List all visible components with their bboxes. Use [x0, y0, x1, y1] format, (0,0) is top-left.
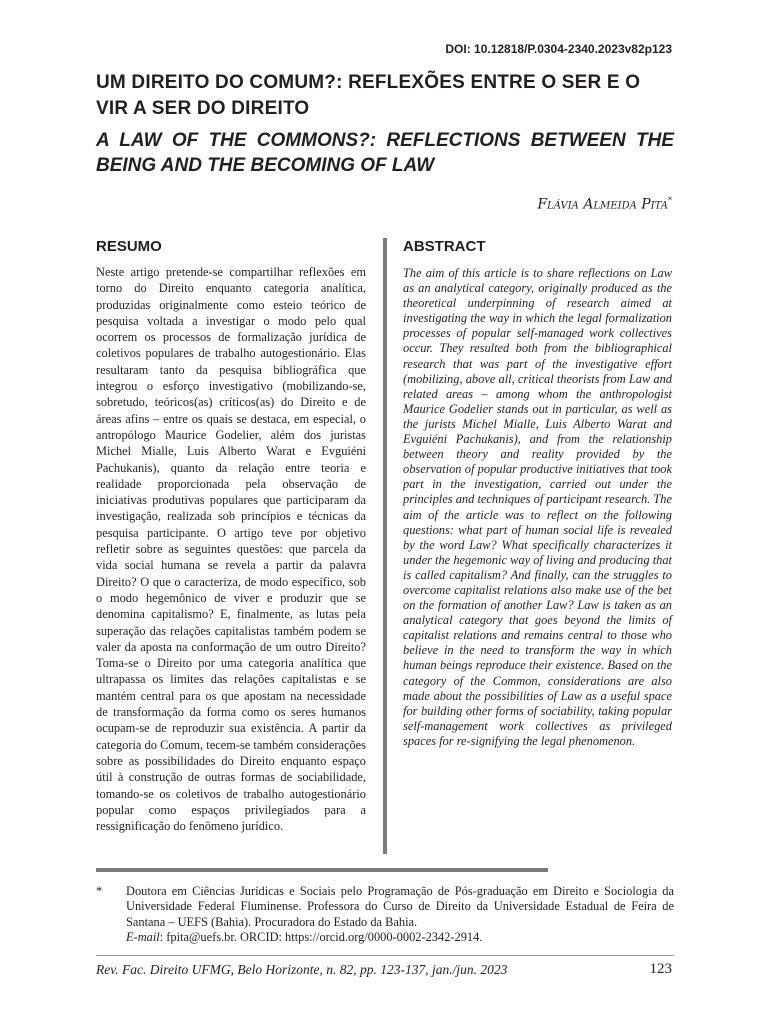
footnote-body	[126, 884, 674, 946]
title-portuguese: UM DIREITO DO COMUM?: REFLEXÕES ENTRE O SER E O VIR A SER DO DIREITO	[96, 72, 641, 119]
footnote-email-label: E-mail	[126, 930, 160, 945]
footer-rule	[96, 955, 674, 956]
footnote-text: Doutora em Ciências Jurídicas e Sociais pelo Programação de Pós-graduação em Direito e Sociologia da Universidade Federal Fluminense. Professora do Curso de Direito da Universidade Estadual de Feira de Santana – UEFS (Bahia). Procuradora do Estado da Bahia.	[126, 884, 674, 929]
author-line	[537, 196, 672, 213]
resumo-text: Neste artigo pretende-se compartilhar reflexões em torno do Direito enquanto categoria analítica, produzidas originalmente como esteio teórico de pesquisa voltada a investigar o modo pelo qual ocorrem os processos de formalização jurídica de coletivos populares de trabalho autogestionário. Elas resultaram tanto da pesquisa bibliográfica que integrou o esforço investigativo (mobilizando-se, sobretudo, teóricos(as) críticos(as) do Direito e de áreas afins – entre os quais se destaca, em especial, o antropólogo Maurice Godelier, além dos juristas Michel Mialle, Luis Alberto Warat e Evguiéni Pachukanis), quanto da relação entre teoria e realidade proporcionada pela observação de iniciativas produtivas populares que participaram da investigação, realizada sob princípios e técnicas da pesquisa participante. O artigo teve por objetivo refletir sobre as seguintes questões: que parcela da vida social humana se revela a partir da palavra Direito? O que o caracteriza, de modo específico, sob o modo hegemônico de viver e produzir que se denomina capitalismo? E, finalmente, as lutas pela superação das relações capitalistas também podem se valer da aposta na conformação de um outro Direito? Toma-se o Direito por uma categoria analítica que ultrapassa os limites das relações capitalistas e se mantém central para os que apostam na necessidade de transformação da forma como os seres humanos ocupam-se de reproduzir sua existência. A partir da categoria do Comum, tecem-se também considerações sobre as possibilidades do Direito enquanto espaço útil à construção de outras formas de sociabilidade, tomando-se os coletivos de trabalho autogestionário popular como espaços privilegiados para a ressignificação do fenômeno jurídico.	[96, 265, 366, 834]
footnote	[96, 884, 674, 946]
title-english: A LAW OF THE COMMONS?: REFLECTIONS BETWEEN THE BEING AND THE BECOMING OF LAW	[96, 130, 674, 176]
page-number: 123	[649, 961, 672, 977]
author-footnote-mark[interactable]: *	[668, 196, 672, 205]
author-name: Flávia Almeida Pita	[537, 196, 668, 213]
footnote-contact[interactable]: : fpita@uefs.br. ORCID: https://orcid.org/0000-0002-2342-2914.	[159, 930, 483, 945]
footer-journal: Rev. Fac. Direito UFMG, Belo Horizonte, n. 82, pp. 123-137, jan./jun. 2023	[96, 962, 508, 977]
abstract-heading: ABSTRACT	[403, 238, 486, 255]
resumo-heading: RESUMO	[96, 238, 162, 255]
footnote-rule	[96, 868, 548, 872]
doi-line[interactable]: DOI: 10.12818/P.0304-2340.2023v82p123	[445, 42, 672, 56]
footnote-mark: *	[96, 884, 103, 898]
column-divider	[383, 238, 387, 854]
abstract-text: The aim of this article is to share reflections on Law as an analytical category, originally produced as the theoretical underpinning of research aimed at investigating the way in which the legal formalization processes of popular self-managed work collectives occur. They resulted both from the bibliographical research that was part of the investigative effort (mobilizing, above all, critical theorists from Law and related areas – among whom the anthropologist Maurice Godelier stands out in particular, as well as the jurists Michel Mialle, Luis Alberto Warat and Evguiéni Pachukanis), and from the relationship between theory and reality provided by the observation of popular productive initiatives that took part in the investigation, carried out under the principles and techniques of participant research. The aim of the article was to reflect on the following questions: what part of human social life is revealed by the word Law? What specifically characterizes it under the hegemonic way of living and producing that is called capitalism? And finally, can the struggles to overcome capitalist relations also make use of the bet on the formation of another Law? Law is taken as an analytical category that goes beyond the limits of capitalist relations and remains central to those who believe in the need to transform the way in which human beings reproduce their existence. Based on the category of the Common, considerations are also made about the possibilities of Law as a useful space for building other forms of sociability, taking popular self-management work collectives as privileged spaces for re-signifying the legal phenomenon.	[403, 266, 672, 748]
